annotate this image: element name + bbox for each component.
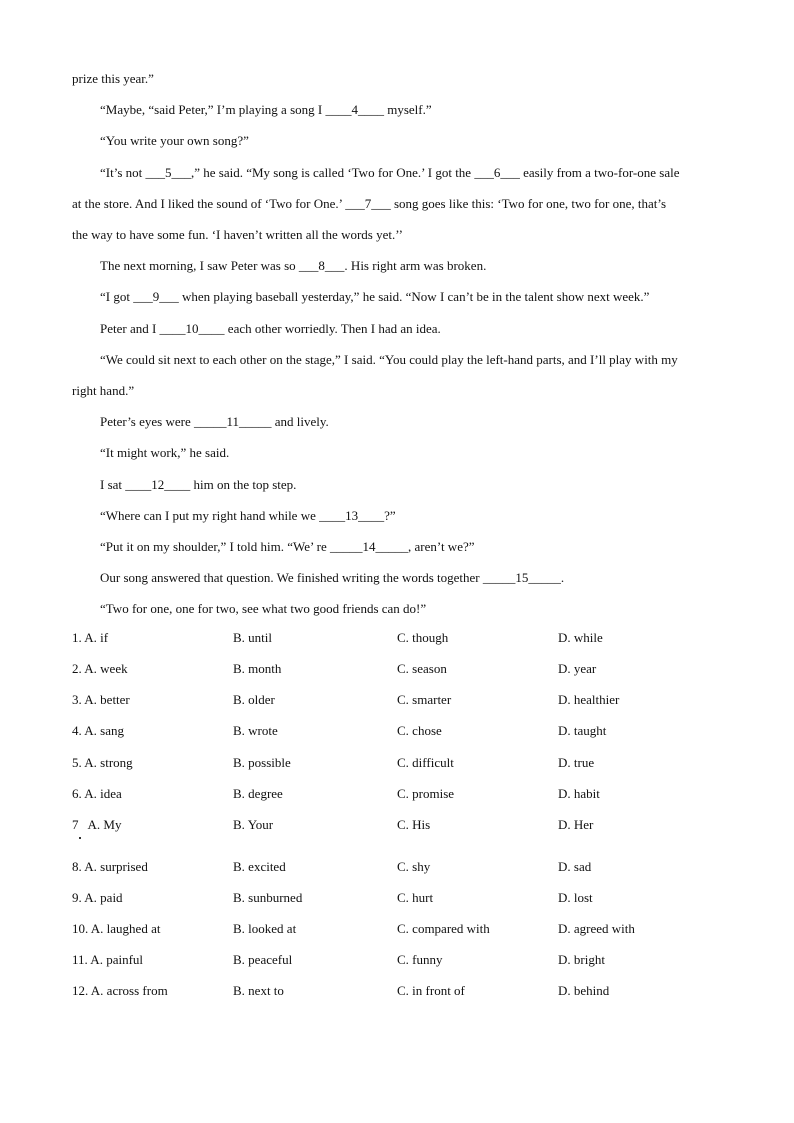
passage-line: “It’s not ___5___,” he said. “My song is called ‘Two for One.’ I got the ___6___ easily from a two-for-one sale bbox=[100, 164, 680, 180]
option-row bbox=[72, 888, 724, 908]
option-b: B. wrote bbox=[233, 723, 278, 738]
option-d: D. behind bbox=[558, 983, 610, 998]
option-d: D. agreed with bbox=[558, 921, 635, 936]
passage-line: “I got ___9___ when playing baseball yesterday,” he said. “Now I can’t be in the talent show next week.” bbox=[100, 289, 650, 305]
passage-line: “We could sit next to each other on the stage,” I said. “You could play the left-hand parts, and I’ll play with my bbox=[100, 351, 678, 367]
passage-line: “Where can I put my right hand while we ____13____?” bbox=[100, 507, 396, 523]
option-d: D. sad bbox=[558, 859, 592, 874]
passage-line: at the store. And I liked the sound of ‘Two for One.’ ___7___ song goes like this: ‘Two for one, two for one, that’s bbox=[72, 195, 667, 211]
option-a: 10. A. laughed at bbox=[72, 921, 161, 936]
passage-line: prize this year.” bbox=[72, 71, 154, 86]
option-a: 7 A. My bbox=[72, 817, 122, 832]
passage-line: “Two for one, one for two, see what two good friends can do!” bbox=[100, 601, 427, 617]
option-c: C. in front of bbox=[397, 983, 465, 998]
option-a: 2. A. week bbox=[72, 661, 128, 676]
option-d: D. lost bbox=[558, 890, 593, 905]
option-row bbox=[72, 659, 724, 679]
option-c: C. funny bbox=[397, 952, 443, 967]
option-d: D. year bbox=[558, 661, 597, 676]
option-row bbox=[72, 690, 724, 710]
option-b: B. peaceful bbox=[233, 952, 293, 967]
option-c: C. compared with bbox=[397, 921, 490, 936]
passage-line: right hand.” bbox=[72, 383, 135, 398]
option-row bbox=[72, 815, 724, 835]
option-c: C. though bbox=[397, 630, 449, 645]
option-d: D. bright bbox=[558, 952, 605, 967]
stray-mark bbox=[79, 837, 81, 839]
option-c: C. promise bbox=[397, 786, 455, 801]
option-a: 12. A. across from bbox=[72, 983, 168, 998]
option-d: D. Her bbox=[558, 817, 594, 832]
option-row bbox=[72, 919, 724, 939]
option-row bbox=[72, 628, 724, 648]
passage-line: Our song answered that question. We finished writing the words together _____15_____. bbox=[100, 570, 565, 586]
option-a: 9. A. paid bbox=[72, 890, 123, 905]
passage-line: “Put it on my shoulder,” I told him. “We’ re _____14_____, aren’t we?” bbox=[100, 539, 475, 554]
option-a: 8. A. surprised bbox=[72, 859, 148, 874]
option-b: B. looked at bbox=[233, 921, 297, 936]
option-b: B. until bbox=[233, 630, 273, 645]
option-b: B. month bbox=[233, 661, 282, 676]
option-b: B. possible bbox=[233, 755, 291, 770]
option-d: D. healthier bbox=[558, 692, 620, 707]
passage-line: “It might work,” he said. bbox=[100, 445, 230, 461]
passage-line: Peter and I ____10____ each other worriedly. Then I had an idea. bbox=[100, 320, 441, 336]
option-c: C. His bbox=[397, 817, 431, 832]
passage-line: The next morning, I saw Peter was so ___8___. His right arm was broken. bbox=[100, 258, 487, 274]
option-d: D. habit bbox=[558, 786, 600, 801]
option-d: D. taught bbox=[558, 723, 607, 738]
option-c: C. season bbox=[397, 661, 447, 676]
option-row bbox=[72, 981, 724, 1001]
passage-line: “You write your own song?” bbox=[100, 133, 249, 149]
option-a: 5. A. strong bbox=[72, 755, 133, 770]
option-a: 3. A. better bbox=[72, 692, 130, 707]
option-row bbox=[72, 784, 724, 804]
option-c: C. chose bbox=[397, 723, 442, 738]
option-row bbox=[72, 950, 724, 970]
option-b: B. next to bbox=[233, 983, 284, 998]
option-b: B. older bbox=[233, 692, 275, 707]
option-d: D. true bbox=[558, 755, 595, 770]
option-a: 11. A. painful bbox=[72, 952, 144, 967]
option-b: B. degree bbox=[233, 786, 283, 801]
option-b: B. sunburned bbox=[233, 890, 303, 905]
option-a: 4. A. sang bbox=[72, 723, 124, 738]
option-row bbox=[72, 857, 724, 877]
option-c: C. shy bbox=[397, 859, 431, 874]
option-a: 1. A. if bbox=[72, 630, 109, 645]
option-row bbox=[72, 721, 724, 741]
option-c: C. hurt bbox=[397, 890, 434, 905]
option-c: C. difficult bbox=[397, 755, 454, 770]
option-a: 6. A. idea bbox=[72, 786, 122, 801]
passage-line: “Maybe, “said Peter,” I’m playing a song I ____4____ myself.” bbox=[100, 102, 432, 118]
passage-line: the way to have some fun. ‘I haven’t written all the words yet.’’ bbox=[72, 227, 403, 242]
passage-line: Peter’s eyes were _____11_____ and lively. bbox=[100, 414, 329, 430]
option-c: C. smarter bbox=[397, 692, 452, 707]
option-row bbox=[72, 753, 724, 773]
option-b: B. Your bbox=[233, 817, 274, 832]
passage-line: I sat ____12____ him on the top step. bbox=[100, 476, 297, 492]
option-d: D. while bbox=[558, 630, 603, 645]
option-b: B. excited bbox=[233, 859, 286, 874]
